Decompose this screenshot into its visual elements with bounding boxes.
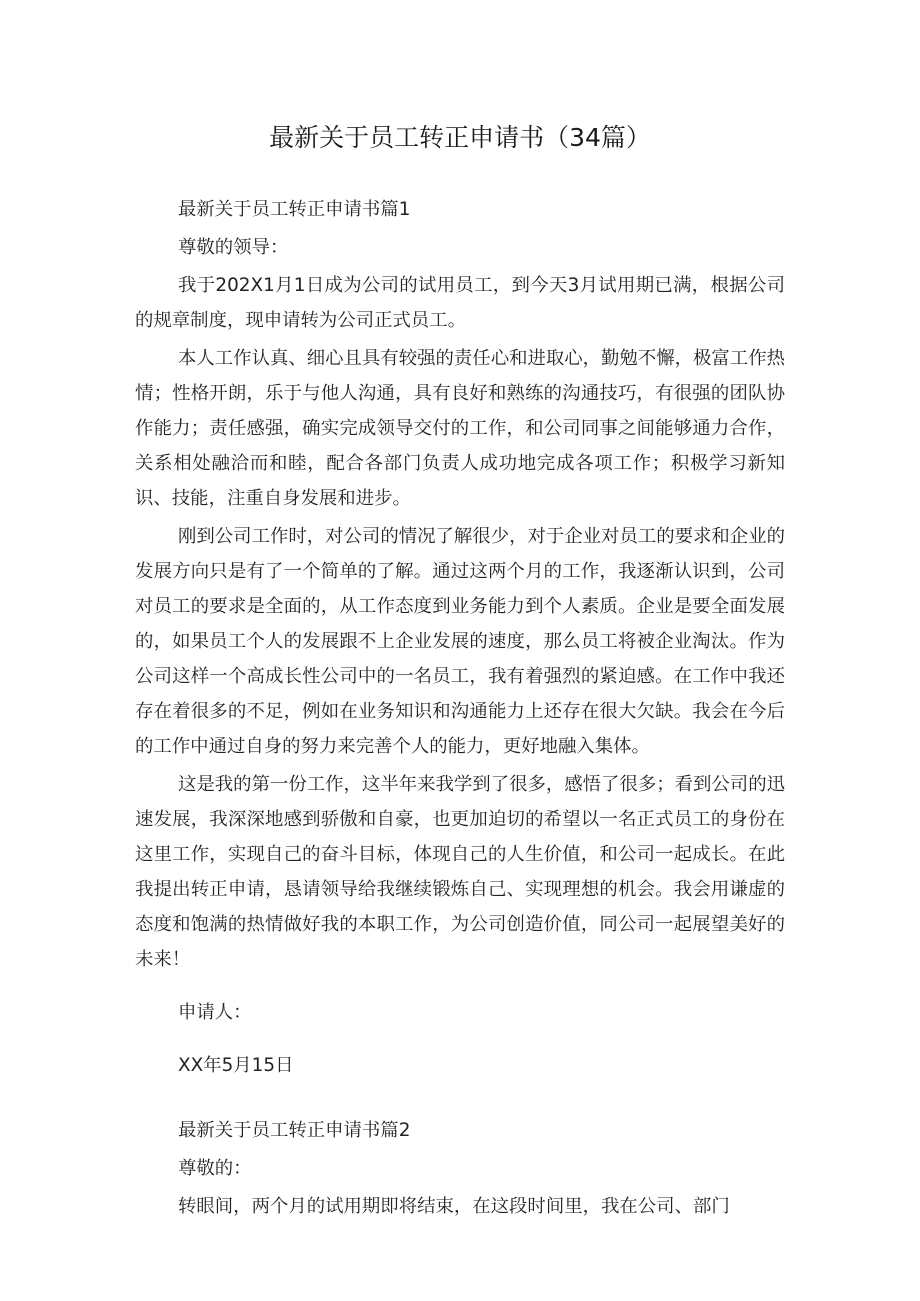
document-body <box>135 192 785 1224</box>
application-date: XX年5月15日 <box>178 1055 294 1076</box>
paragraph-1: 我于202X1月1日成为公司的试用员工，到今天3月试用期已满，根据公司的规章制度，现申请转为公司正式员工。 <box>135 275 785 331</box>
document-title: 最新关于员工转正申请书（34篇） <box>269 123 651 152</box>
salutation-1: 尊敬的领导： <box>178 237 289 258</box>
paragraph-3: 刚到公司工作时，对公司的情况了解很少，对于企业对员工的要求和企业的发展方向只是有了一个简单的了解。通过这两个月的工作，我逐渐认识到，公司对员工的要求是全面的，从工作态度到业务能力到个人素质。企业是要全面发展的，如果员工个人的发展跟不上企业发展的速度，那么员工将被企业淘汰。作为公司这样一个高成长性公司中的一名员工，我有着强烈的紧迫感。在工作中我还存在着很多的不足，例如在业务知识和沟通能力上还存在很大欠缺。我会在今后的工作中通过自身的努力来完善个人的能力，更好地融入集体。 <box>135 526 785 757</box>
paragraph-4: 这是我的第一份工作，这半年来我学到了很多，感悟了很多；看到公司的迅速发展，我深深地感到骄傲和自豪，也更加迫切的希望以一名正式员工的身份在这里工作，实现自己的奋斗目标，体现自己的人生价值，和公司一起成长。在此我提出转正申请，恳请领导给我继续锻炼自己、实现理想的机会。我会用谦虚的态度和饱满的热情做好我的本职工作，为公司创造价值，同公司一起展望美好的未来！ <box>135 774 785 970</box>
section-heading-2: 最新关于员工转正申请书篇2 <box>178 1120 411 1141</box>
section-heading-1: 最新关于员工转正申请书篇1 <box>178 199 411 220</box>
paragraph-5: 转眼间，两个月的试用期即将结束，在这段时间里，我在公司、部门 <box>178 1196 730 1217</box>
applicant-label: 申请人： <box>178 1002 252 1023</box>
salutation-2: 尊敬的： <box>178 1158 252 1179</box>
paragraph-2: 本人工作认真、细心且具有较强的责任心和进取心，勤勉不懈，极富工作热情；性格开朗，乐于与他人沟通，具有良好和熟练的沟通技巧，有很强的团队协作能力；责任感强，确实完成领导交付的工作，和公司同事之间能够通力合作，关系相处融洽而和睦，配合各部门负责人成功地完成各项工作；积极学习新知识、技能，注重自身发展和进步。 <box>135 348 785 509</box>
